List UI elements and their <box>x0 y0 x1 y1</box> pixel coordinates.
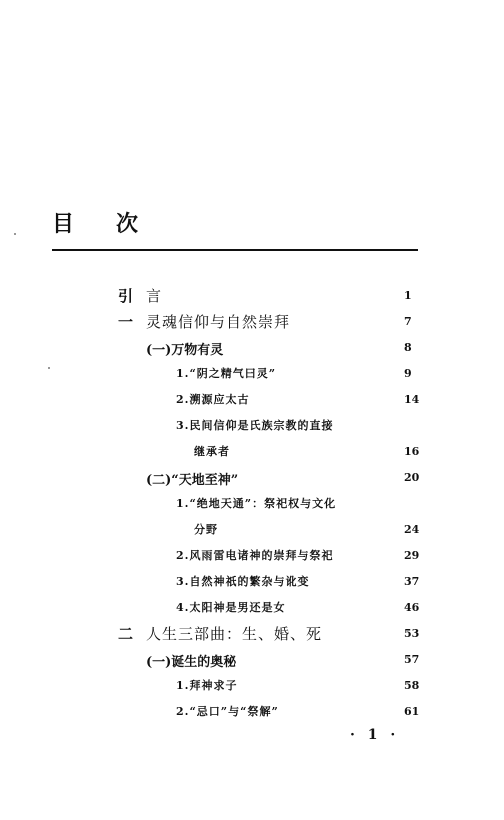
toc-entry <box>0 441 504 465</box>
toc-entry <box>0 285 504 309</box>
toc-entry <box>0 519 504 543</box>
toc-entry-number: 引 <box>118 287 134 305</box>
toc-entry-page: 61 <box>404 705 420 718</box>
page-number: · 1 · <box>350 727 400 743</box>
toc-entry <box>0 415 504 439</box>
toc-entry-page: 8 <box>404 341 412 354</box>
toc-entry-label: 3.自然神祇的繁杂与讹变 <box>176 575 310 588</box>
toc-entry-page: 9 <box>404 367 412 380</box>
toc-entry-label: 2.风雨雷电诸神的崇拜与祭祀 <box>176 549 334 562</box>
toc-entry-page: 37 <box>404 575 420 588</box>
toc-entry-label: 分野 <box>194 523 218 536</box>
toc-entry <box>0 675 504 699</box>
toc-entry-label: (一)万物有灵 <box>146 343 224 358</box>
toc-entry-label: (二)“天地至神” <box>146 473 239 488</box>
scan-speck <box>14 233 16 235</box>
toc-entry-label: 1.拜神求子 <box>176 679 238 692</box>
toc-entry <box>0 389 504 413</box>
toc-entry <box>0 493 504 517</box>
toc-entry-label: 继承者 <box>194 445 230 458</box>
toc-entry <box>0 597 504 621</box>
toc-entry-page: 29 <box>404 549 420 562</box>
toc-entry-label: 1.“阴之精气曰灵” <box>176 367 277 380</box>
toc-entry-label: (一)诞生的奥秘 <box>146 655 237 670</box>
toc-entry-page: 20 <box>404 471 420 484</box>
toc-entry <box>0 571 504 595</box>
toc-entry <box>0 363 504 387</box>
toc-entry-label: 2.“忌口”与“祭解” <box>176 705 279 718</box>
toc-entry-number: 二 <box>118 625 134 643</box>
toc-entry <box>0 311 504 335</box>
toc-entry <box>0 337 504 361</box>
toc-entry-label: 言 <box>146 287 163 305</box>
toc-entry <box>0 623 504 647</box>
toc-heading-char-2: 次 <box>116 211 139 237</box>
toc-entry-label: 4.太阳神是男还是女 <box>176 601 286 614</box>
toc-entry-label: 1.“绝地天通”：祭祀权与文化 <box>176 497 337 510</box>
toc-entry-number: 一 <box>118 313 134 331</box>
toc-heading <box>52 207 139 238</box>
toc-entry-page: 16 <box>404 445 420 458</box>
toc-entry-page: 1 <box>404 289 412 302</box>
toc-entry-label: 2.溯源应太古 <box>176 393 250 406</box>
toc-entry-page: 14 <box>404 393 420 406</box>
toc-entry-label: 灵魂信仰与自然崇拜 <box>146 313 291 331</box>
toc-entry <box>0 545 504 569</box>
toc-entry <box>0 701 504 725</box>
toc-entry <box>0 467 504 491</box>
toc-entry <box>0 649 504 673</box>
toc-entry-page: 58 <box>404 679 420 692</box>
toc-entry-page: 53 <box>404 627 420 640</box>
toc-heading-char-1: 目 <box>52 211 75 237</box>
toc-entry-label: 3.民间信仰是氏族宗教的直接 <box>176 419 334 432</box>
toc-entry-page: 7 <box>404 315 412 328</box>
toc-entry-label: 人生三部曲：生、婚、死 <box>146 625 323 643</box>
heading-rule <box>52 249 418 251</box>
toc-entry-page: 46 <box>404 601 420 614</box>
toc-entry-page: 24 <box>404 523 420 536</box>
scan-speck <box>48 367 50 369</box>
toc-entry-page: 57 <box>404 653 420 666</box>
